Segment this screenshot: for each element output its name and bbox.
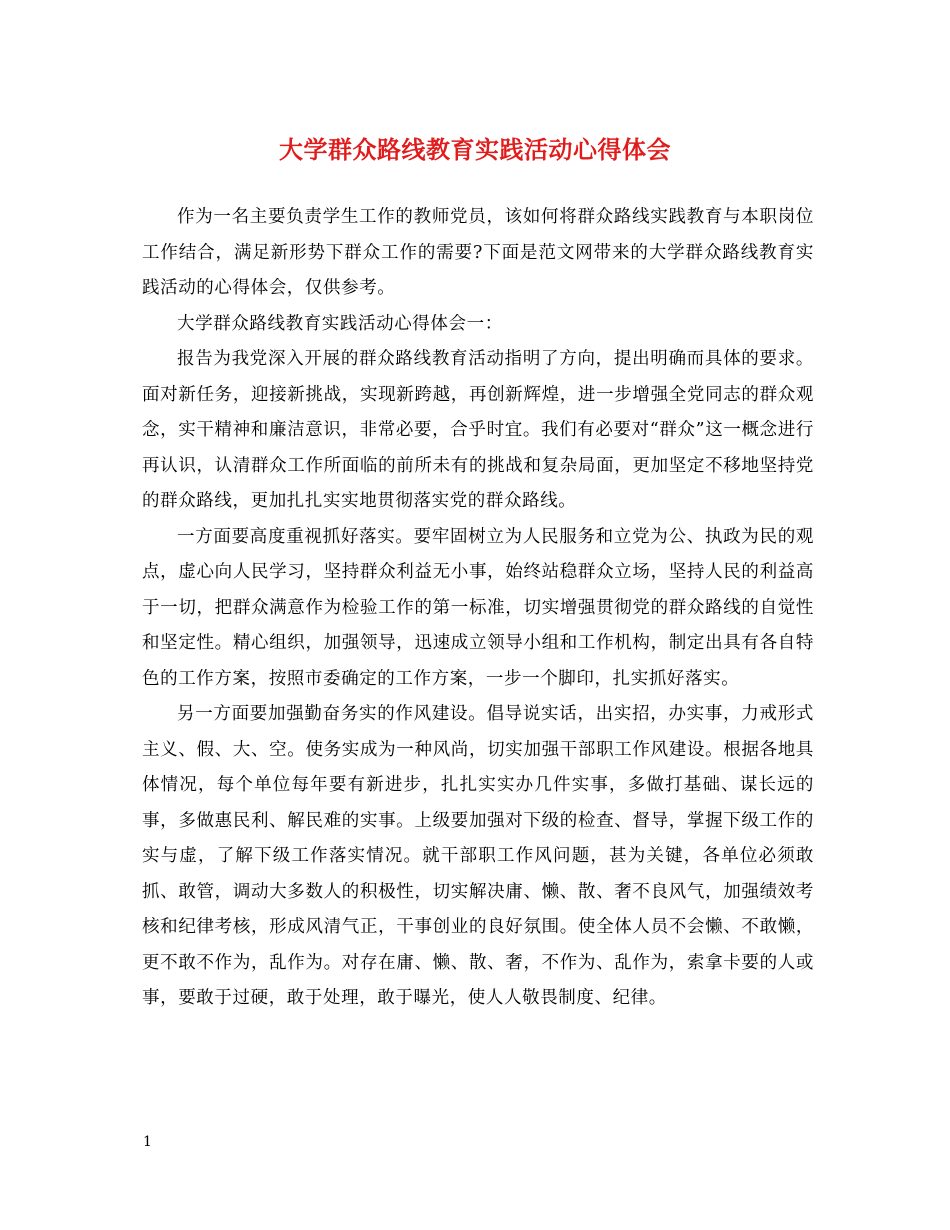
paragraph-section-heading: 大学群众路线教育实践活动心得体会一：	[177, 313, 503, 334]
paragraph-intro: 作为一名主要负责学生工作的教师党员，该如何将群众路线实践教育与本职岗位工作结合，满足新形势下群众工作的需要?下面是范文网带来的大学群众路线教育实践活动的心得体会，仅供参考。	[142, 207, 814, 298]
paragraph-report: 报告为我党深入开展的群众路线教育活动指明了方向，提出明确而具体的要求。面对新任务，迎接新挑战，实现新跨越，再创新辉煌，进一步增强全党同志的群众观念，实干精神和廉洁意识，非常必要，合乎时宜。我们有必要对“群众”这一概念进行再认识，认清群众工作所面临的前所未有的挑战和复杂局面，更加坚定不移地坚持党的群众路线，更加扎扎实实地贯彻落实党的群众路线。	[142, 349, 814, 511]
paragraph-implementation: 一方面要高度重视抓好落实。要牢固树立为人民服务和立党为公、执政为民的观点，虚心向人民学习，坚持群众利益无小事，始终站稳群众立场，坚持人民的利益高于一切，把群众满意作为检验工作的第一标准，切实增强贯彻党的群众路线的自觉性和坚定性。精心组织，加强领导，迅速成立领导小组和工作机构，制定出具有各自特色的工作方案，按照市委确定的工作方案，一步一个脚印，扎实抓好落实。	[142, 526, 814, 689]
document-body	[142, 200, 814, 1017]
paragraph-work-style: 另一方面要加强勤奋务实的作风建设。倡导说实话，出实招，办实事，力戒形式主义、假、大、空。使务实成为一种风尚，切实加强干部职工作风建设。根据各地具体情况，每个单位每年要有新进步，扎扎实实办几件实事，多做打基础、谋长远的事，多做惠民利、解民难的实事。上级要加强对下级的检查、督导，掌握下级工作的实与虚，了解下级工作落实情况。就干部职工作风问题，甚为关键，各单位必须敢抓、敢管，调动大多数人的积极性，切实解决庸、懒、散、奢不良风气，加强绩效考核和纪律考核，形成风清气正，干事创业的良好氛围。使全体人员不会懒、不敢懒，更不敢不作为，乱作为。对存在庸、懒、散、奢，不作为、乱作为，索拿卡要的人或事，要敢于过硬，敢于处理，敢于曝光，使人人敬畏制度、纪律。	[142, 704, 814, 1008]
page-number: 1	[143, 1134, 152, 1150]
document-title: 大学群众路线教育实践活动心得体会	[279, 135, 671, 164]
